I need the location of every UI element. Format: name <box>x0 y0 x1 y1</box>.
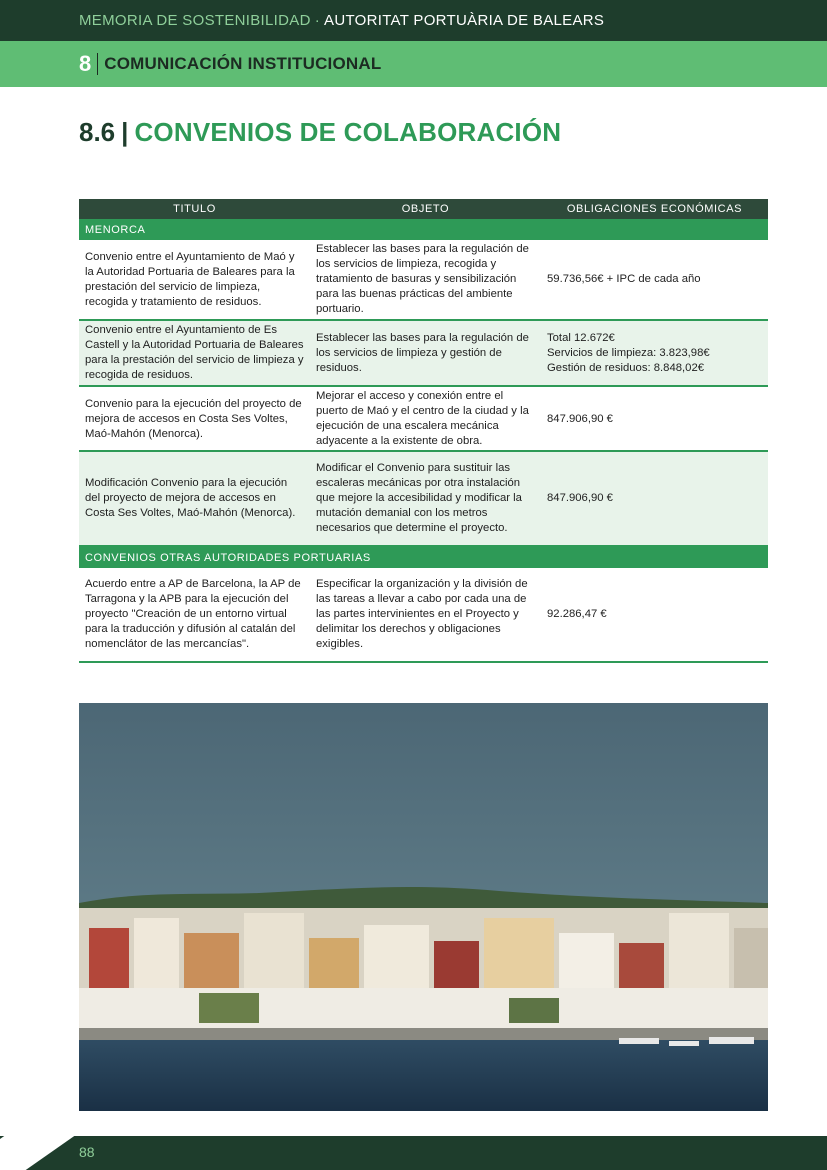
cell-obligaciones: 847.906,90 € <box>547 492 613 504</box>
cell-objeto: Mejorar el acceso y conexión entre el puerto de Maó y el centro de la ciudad y la ejecución de una escalera mecánica adyacente a la existente de obra. <box>316 390 529 447</box>
cell-objeto: Establecer las bases para la regulación de los servicios de limpieza y gestión de residuos. <box>316 331 529 374</box>
report-title: MEMORIA DE SOSTENIBILIDAD <box>79 12 311 29</box>
chapter-title: COMUNICACIÓN INSTITUCIONAL <box>104 54 382 73</box>
header-obligaciones: OBLIGACIONES ECONÓMICAS <box>566 203 743 215</box>
page-number: 88 <box>79 1144 95 1160</box>
page-footer <box>0 1136 827 1170</box>
section-heading <box>79 112 561 152</box>
cell-objeto: Modificar el Convenio para sustituir las escaleras mecánicas por otra instalación que mejore la accesibilidad y modificar la mutación demanial con los metros necesarios que determine el proyecto. <box>316 462 522 534</box>
header-separator: · <box>314 12 321 29</box>
table-row <box>79 387 768 452</box>
harbor-photo <box>79 703 768 1111</box>
section-pipe: | <box>121 116 129 147</box>
cell-titulo: Acuerdo entre a AP de Barcelona, la AP de Tarragona y la APB para la ejecución del proyecto "Creación de un entorno virtual para la traducción y difusión al catalán del nomenclátor de las mercancías". <box>85 578 301 650</box>
table-header <box>79 199 768 219</box>
table-row <box>79 321 768 387</box>
cell-obligaciones: 847.906,90 € <box>547 412 613 425</box>
cell-titulo: Convenio entre el Ayuntamiento de Es Castell y la Autoridad Portuaria de Baleares para la prestación del servicio de limpieza y recogida de residuos. <box>85 324 304 381</box>
header-objeto: OBJETO <box>401 203 450 215</box>
table-row <box>79 240 768 321</box>
section-number: 8.6 <box>79 116 116 147</box>
chapter-divider <box>97 53 98 75</box>
cell-obligaciones: 59.736,56€ + IPC de cada año <box>547 273 701 285</box>
cell-obligaciones: 92.286,47 € <box>547 608 607 620</box>
cell-obligaciones: Total 12.672€ Servicios de limpieza: 3.823,98€ Gestión de residuos: 8.848,02€ <box>547 331 710 374</box>
report-header <box>0 0 827 41</box>
chapter-number: 8 <box>79 51 92 76</box>
cell-titulo: Convenio entre el Ayuntamiento de Maó y la Autoridad Portuaria de Baleares para la prestación del servicio de limpieza, recogida y tratamiento de residuos. <box>85 250 295 308</box>
chapter-bar <box>0 41 827 87</box>
section-title: CONVENIOS DE COLABORACIÓN <box>134 116 562 147</box>
cell-titulo: Modificación Convenio para la ejecución del proyecto de mejora de accesos en Costa Ses Voltes, Maó-Mahón (Menorca). <box>85 477 296 519</box>
organization-name: AUTORITAT PORTUÀRIA DE BALEARS <box>324 12 605 29</box>
cell-objeto: Establecer las bases para la regulación de los servicios de limpieza, recogida y tratamiento de basuras y sensibilización para las buenas prácticas del ambiente portuario. <box>316 243 529 315</box>
cell-titulo: Convenio para la ejecución del proyecto de mejora de accesos en Costa Ses Voltes, Maó-Mahón (Menorca). <box>85 397 302 440</box>
table-row <box>79 452 768 547</box>
table-row <box>79 568 768 663</box>
footer-slash-decoration <box>0 1136 74 1170</box>
group-header-menorca: MENORCA <box>79 219 768 240</box>
header-titulo: TITULO <box>173 203 216 215</box>
group-header-otras-autoridades: CONVENIOS OTRAS AUTORIDADES PORTUARIAS <box>79 547 768 568</box>
agreements-table <box>79 199 768 663</box>
cell-objeto: Especificar la organización y la división de las tareas a llevar a cabo por cada una de las partes intervinientes en el Proyecto y delimitar los derechos y obligaciones exigibles. <box>316 578 528 650</box>
